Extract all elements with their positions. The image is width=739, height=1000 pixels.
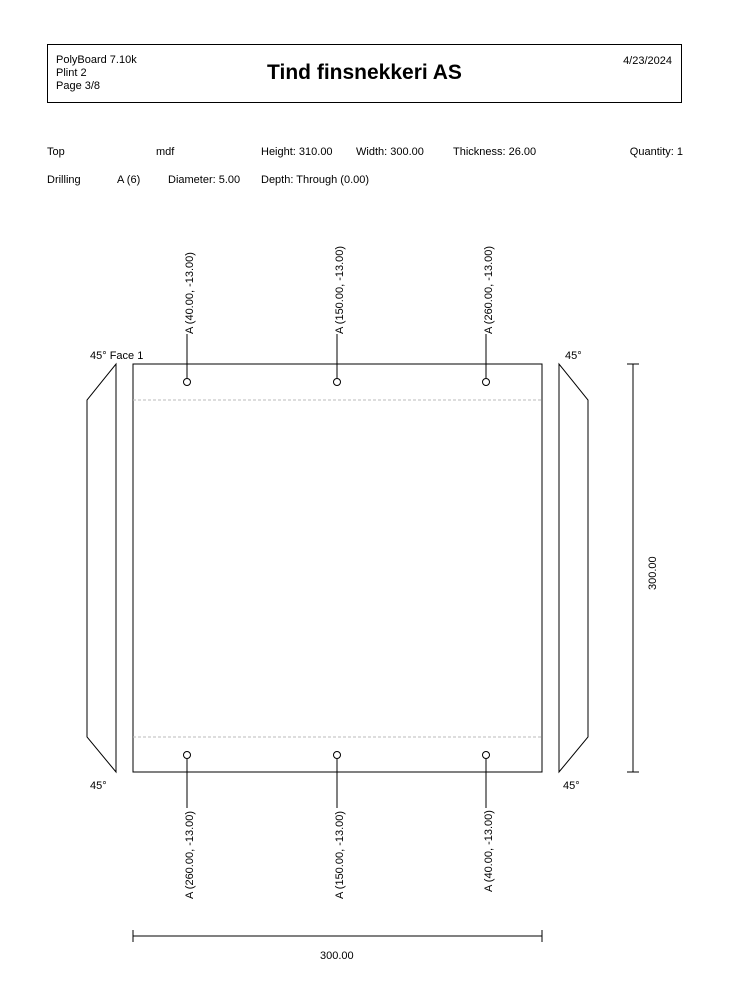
company-title: Tind finsnekkeri AS [267,61,462,84]
drilling-diameter: Diameter: 5.00 [168,174,241,186]
hole-label-bottom-3: A (40.00, -13.00) [483,810,495,892]
page-number: Page 3/8 [56,80,101,92]
part-name: Top [47,146,65,158]
project-name: Plint 2 [56,67,87,79]
left-bevel-profile [87,364,116,772]
panel-outline [133,364,542,772]
hole-bottom-1 [184,752,191,759]
part-width: Width: 300.00 [356,146,424,158]
corner-label-top-left: 45° Face 1 [90,350,144,362]
corner-label-bottom-left: 45° [90,780,107,792]
hole-label-bottom-1: A (260.00, -13.00) [184,810,196,899]
corner-label-top-right: 45° [565,350,582,362]
right-bevel-profile [559,364,588,772]
hole-top-3 [483,379,490,386]
hole-top-1 [184,379,191,386]
hole-label-top-3: A (260.00, -13.00) [483,245,495,334]
hole-top-2 [334,379,341,386]
hole-label-top-2: A (150.00, -13.00) [334,245,346,334]
drilling-label: Drilling [47,174,81,186]
part-thickness: Thickness: 26.00 [453,146,537,158]
drilling-depth: Depth: Through (0.00) [261,174,370,186]
part-quantity: Quantity: 1 [629,146,683,158]
print-date: 4/23/2024 [623,55,672,67]
app-version: PolyBoard 7.10k [56,54,137,66]
part-material: mdf [156,146,175,158]
drilling-type: A (6) [117,174,141,186]
hole-bottom-3 [483,752,490,759]
hole-bottom-2 [334,752,341,759]
hole-label-bottom-2: A (150.00, -13.00) [334,810,346,899]
corner-label-bottom-right: 45° [563,780,580,792]
part-height: Height: 310.00 [261,146,333,158]
dimension-width-label: 300.00 [320,950,354,962]
hole-label-top-1: A (40.00, -13.00) [184,252,196,334]
dimension-height-label: 300.00 [647,556,659,590]
